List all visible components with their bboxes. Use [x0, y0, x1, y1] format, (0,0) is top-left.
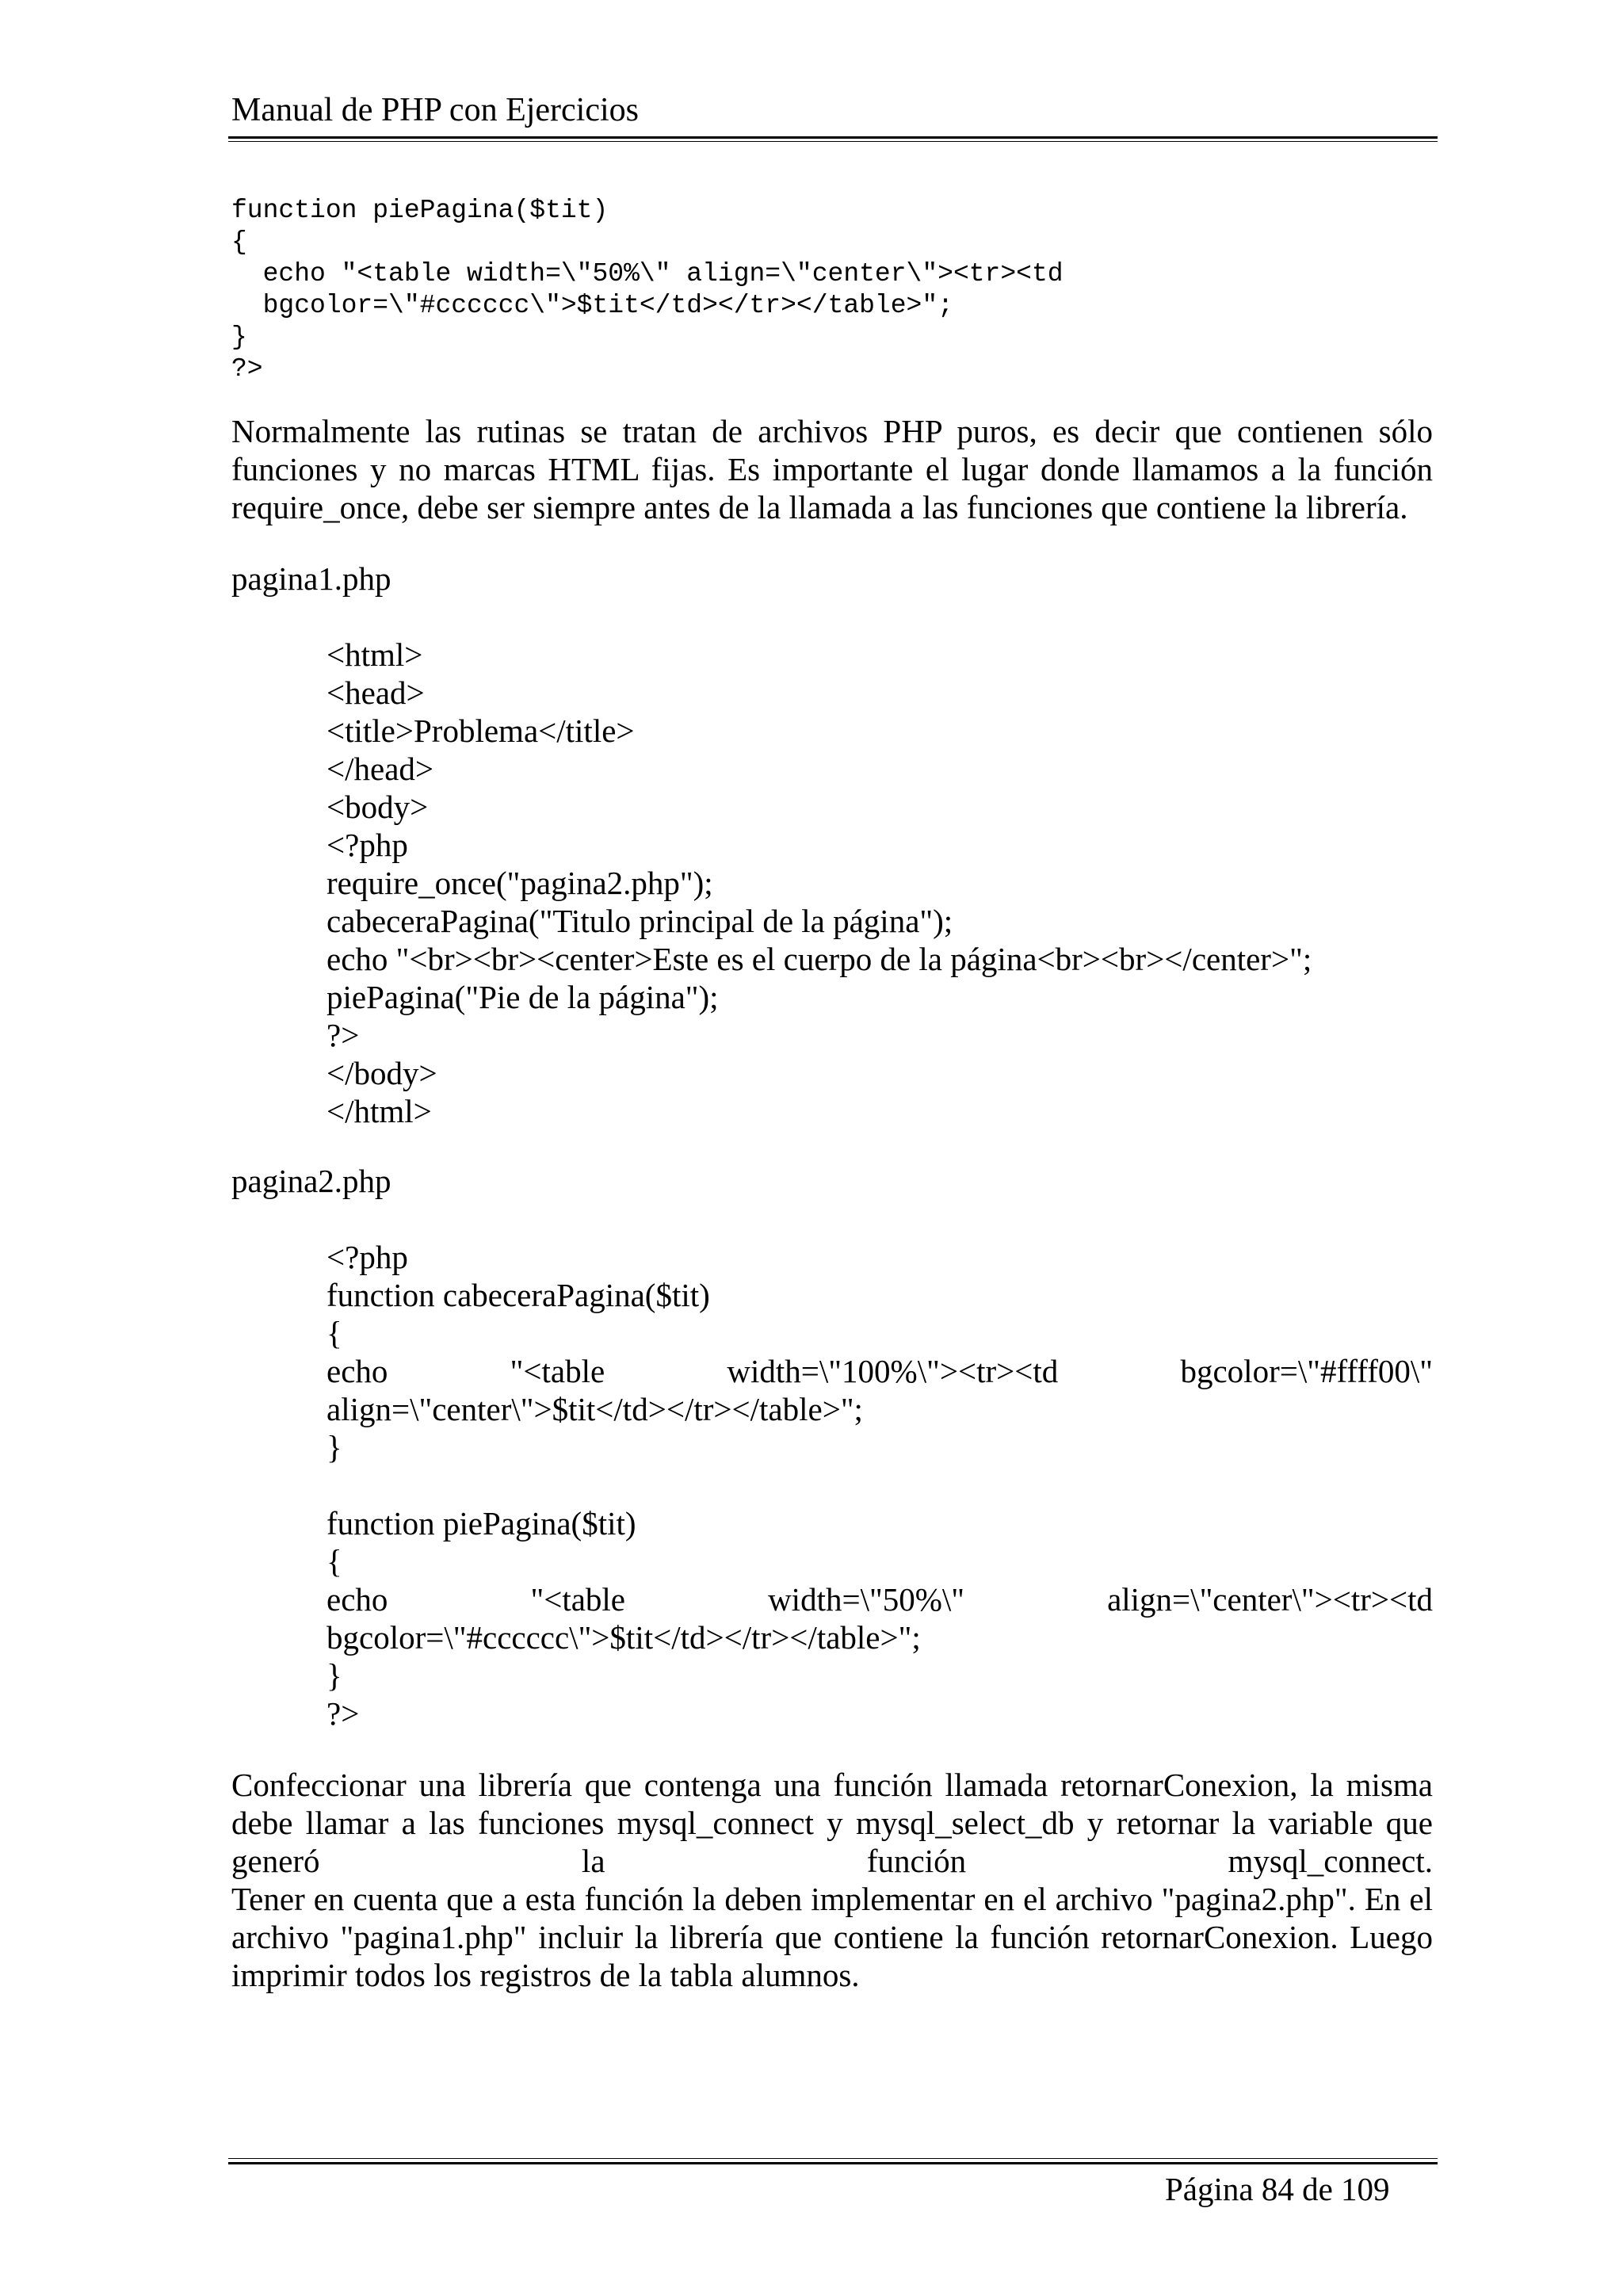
- code-line: ?>: [327, 1017, 360, 1053]
- paragraph-ejercicio: [231, 1766, 1433, 1994]
- code-line: </head>: [327, 751, 434, 787]
- page-number: Página 84 de 109: [1165, 2171, 1390, 2207]
- header-rule-thin: [228, 141, 1438, 142]
- code-line: bgcolor=\"#cccccc\">$tit</td></tr></table>";: [327, 1619, 921, 1656]
- code-line: function piePagina($tit): [327, 1505, 636, 1541]
- code-line: }: [327, 1429, 342, 1465]
- code-line: }: [231, 323, 247, 352]
- code-line: piePagina("Pie de la página");: [327, 979, 719, 1015]
- paragraph-rutinas: Normalmente las rutinas se tratan de archivos PHP puros, es decir que contienen sólo funciones y no marcas HTML fijas. Es importante el lugar donde llamamos a la función require_once, debe ser siempre antes de la llamada a las funciones que contiene la librería.: [231, 413, 1433, 525]
- file-label-pagina2: pagina2.php: [231, 1163, 391, 1199]
- code-line-blank: [327, 1466, 1433, 1504]
- footer-rule-thin: [228, 2158, 1438, 2159]
- footer-rule-thick: [228, 2162, 1438, 2164]
- code-block-piepagina: [231, 195, 1064, 385]
- code-block-pagina2: [327, 1238, 1433, 1733]
- code-line: <title>Problema</title>: [327, 712, 635, 749]
- header-rule-thick: [228, 136, 1438, 139]
- code-line: echo "<br><br><center>Este es el cuerpo de la página<br><br></center>";: [327, 941, 1312, 977]
- code-line: cabeceraPagina("Titulo principal de la página");: [327, 903, 953, 939]
- file-label-pagina1: pagina1.php: [231, 560, 391, 597]
- code-line: bgcolor=\"#cccccc\">$tit</td></tr></table>";: [231, 291, 953, 320]
- code-line: <?php: [327, 1239, 408, 1275]
- code-line: <html>: [327, 636, 423, 673]
- code-line: <body>: [327, 789, 429, 825]
- code-line: {: [327, 1315, 342, 1351]
- page-header-title: Manual de PHP con Ejercicios: [231, 92, 639, 128]
- code-line: </html>: [327, 1093, 432, 1129]
- code-line: ?>: [231, 354, 263, 384]
- code-line: function piePagina($tit): [231, 196, 609, 225]
- code-line: }: [327, 1657, 342, 1694]
- code-line: align=\"center\">$tit</td></tr></table>";: [327, 1391, 863, 1427]
- code-line: echo "<table width=\"50%\" align=\"center\"><tr><td: [231, 259, 1064, 288]
- code-line: {: [327, 1543, 342, 1580]
- code-line: ?>: [327, 1695, 360, 1732]
- code-line: echo "<table width=\"100%\"><tr><td bgcolor=\"#ffff00\": [327, 1353, 1433, 1389]
- paragraph-line: Confeccionar una librería que contenga una función llamada retornarConexion, la misma debe llamar a las funciones mysql_connect y mysql_select_db y retornar la variable que generó la función mysql_connect.: [231, 1767, 1433, 1879]
- code-line: function cabeceraPagina($tit): [327, 1277, 710, 1313]
- code-line: <?php: [327, 827, 408, 863]
- code-line: require_once("pagina2.php");: [327, 865, 713, 901]
- code-line: <head>: [327, 674, 425, 711]
- code-line: </body>: [327, 1055, 437, 1091]
- paragraph-line: Tener en cuenta que a esta función la deben implementar en el archivo "pagina2.php". En el archivo "pagina1.php" incluir la librería que contiene la función retornarConexion. Luego imprimir todos los registros de la tabla alumnos.: [231, 1881, 1433, 1993]
- code-line: {: [231, 227, 247, 257]
- code-block-pagina1: [327, 636, 1433, 1130]
- code-line: echo "<table width=\"50%\" align=\"center\"><tr><td: [327, 1581, 1433, 1618]
